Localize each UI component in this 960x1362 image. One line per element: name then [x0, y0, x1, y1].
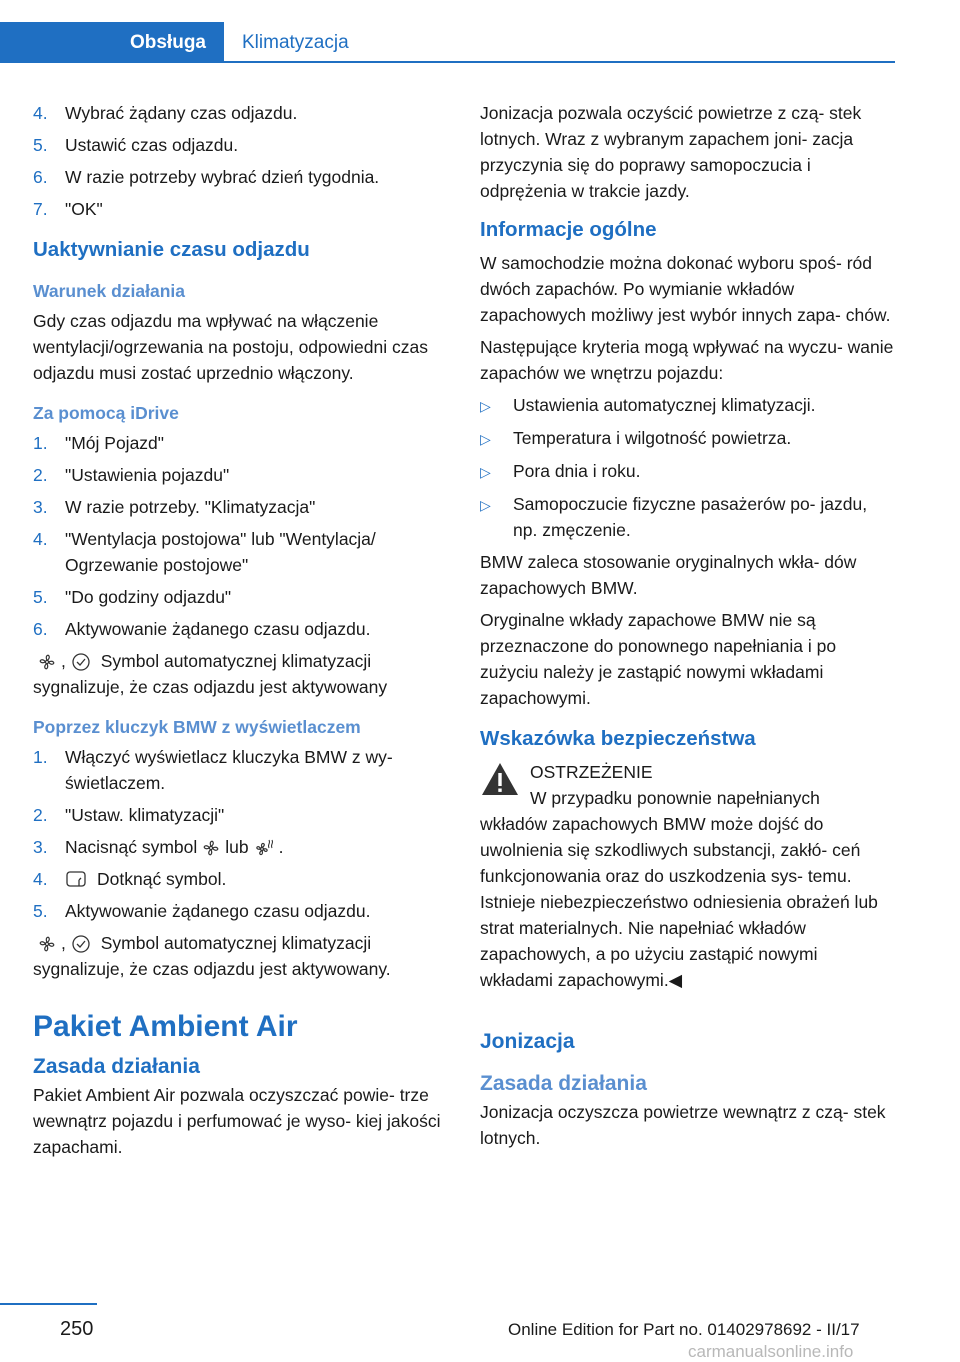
bullet-text: Ustawienia automatycznej klimatyzacji. — [513, 395, 816, 415]
subheading-idrive: Za pomocą iDrive — [33, 403, 179, 423]
list-item — [33, 584, 443, 610]
paragraph-bmw-recommends: BMW zaleca stosowanie oryginalnych wkła- dów zapachowych BMW. — [480, 552, 857, 598]
step-number: 3. — [33, 837, 48, 857]
step-text: Aktywowanie żądanego czasu odjazdu. — [65, 619, 371, 639]
list-item — [480, 458, 894, 485]
list-item — [33, 898, 443, 924]
list-item — [33, 100, 443, 126]
step-number: 6. — [33, 619, 48, 639]
list-item — [480, 491, 894, 543]
step-text: Ustawić czas odjazdu. — [65, 135, 239, 155]
step-number: 1. — [33, 747, 48, 767]
step-text: "Wentylacja postojowa" lub "Wentylacja/ Ogrzewanie postojowe" — [65, 529, 376, 575]
step-number: 4. — [33, 529, 48, 549]
tab-label: Obsługa — [129, 31, 206, 53]
list-item — [33, 164, 443, 190]
steps-idrive-list — [33, 430, 443, 642]
warning-triangle-icon — [480, 761, 520, 802]
steps-key-list — [33, 744, 443, 924]
paragraph-general-info-1: W samochodzie można dokonać wyboru spoś- ród dwóch zapachów. Po wymianie wkładów zapachowych możliwy jest wybór innych zapa- chów. — [480, 253, 891, 325]
watermark: carmanualsonline.info — [688, 1342, 854, 1361]
bullet-icon: ▷ — [480, 431, 491, 447]
step-text: "OK" — [65, 199, 103, 219]
warning-text-rest: wkładów zapachowych BMW może dojść do uwolnienia się szkodliwych substancji, zakłó- ceń funkcjonowania oraz do uszkodzenia sys- temu. Istnieje niebezpieczeństwo odniesienia obrażeń lub strat materialnych. Nie napełniać wkładów zapachowych, a po użyciu zastąpić nowymi wkładami zapachowymi.◀ — [480, 814, 878, 990]
step-text-b: lub — [225, 837, 249, 857]
subheading-principle: Zasada działania — [33, 1055, 200, 1078]
step-number: 2. — [33, 465, 48, 485]
fan-heat-icon — [253, 838, 275, 858]
tab-label: Klimatyzacja — [242, 31, 349, 53]
paragraph-original-cartridges: Oryginalne wkłady zapachowe BMW nie są przeznaczone do ponownego napełniania i po zużyciu należy je zastąpić nowymi wkładami zapachowymi. — [480, 610, 837, 708]
list-item — [33, 866, 443, 892]
list-item — [33, 462, 443, 488]
warning-text — [480, 785, 894, 993]
warning-title: OSTRZEŻENIE — [530, 762, 653, 782]
clock-icon — [70, 933, 92, 955]
touch-symbol-icon — [65, 870, 89, 890]
heading-general-info: Informacje ogólne — [480, 218, 657, 241]
step-number: 3. — [33, 497, 48, 517]
fan-icon — [201, 838, 221, 858]
page-number: 250 — [60, 1318, 94, 1340]
edition-note: Online Edition for Part no. 01402978692 - II/17 — [508, 1320, 860, 1339]
step-number: 5. — [33, 587, 48, 607]
clock-icon — [70, 651, 92, 673]
left-column — [33, 100, 443, 1166]
step-text: Włączyć wyświetlacz kluczyka BMW z wy- świetlaczem. — [65, 747, 393, 793]
step-text: "Do godziny odjazdu" — [65, 587, 232, 607]
step-text-a: Nacisnąć symbol — [65, 837, 198, 857]
symbol-note-1 — [33, 648, 443, 700]
heading-ambient-air: Pakiet Ambient Air — [33, 1010, 298, 1043]
steps-top-list — [33, 100, 443, 222]
list-item — [33, 196, 443, 222]
bullet-icon: ▷ — [480, 497, 491, 513]
warning-text-first-line: W przypadku ponownie napełnianych — [530, 788, 820, 808]
fan-icon — [37, 652, 57, 672]
symbol-note-text-b: sygnalizuje, że czas odjazdu jest aktywowany — [33, 677, 388, 697]
fan-icon — [37, 934, 57, 954]
step-text: Aktywowanie żądanego czasu odjazdu. — [65, 901, 371, 921]
step-number: 2. — [33, 805, 48, 825]
list-item — [480, 392, 894, 419]
subheading-key-display: Poprzez kluczyk BMW z wyświetlaczem — [33, 717, 361, 737]
paragraph-general-info-2: Następujące kryteria mogą wpływać na wyczu- wanie zapachów we wnętrzu pojazdu: — [480, 337, 894, 383]
bullet-icon: ▷ — [480, 464, 491, 480]
right-column — [480, 100, 894, 1157]
section-tab-klimatyzacja — [242, 22, 349, 63]
warning-box — [480, 759, 894, 993]
list-item — [33, 834, 443, 860]
step-text: W razie potrzeby wybrać dzień tygodnia. — [65, 167, 380, 187]
heading-activate-departure: Uaktywnianie czasu odjazdu — [33, 238, 310, 261]
step-number: 4. — [33, 103, 48, 123]
heading-safety-note: Wskazówka bezpieczeństwa — [480, 727, 756, 750]
symbol-note-2 — [33, 930, 443, 982]
step-text — [65, 834, 443, 860]
step-text — [65, 866, 443, 892]
symbol-note-text-a: Symbol automatycznej klimatyzacji — [100, 933, 372, 953]
paragraph-condition: Gdy czas odjazdu ma wpływać na włączenie wentylacji/ogrzewania na postoju, odpowiedni czas odjazdu musi zostać uprzednio włączony. — [33, 311, 428, 383]
step-text-a: Dotknąć symbol. — [97, 869, 227, 889]
step-text-c: . — [278, 837, 284, 857]
subheading-principle-ionization: Zasada działania — [480, 1072, 647, 1095]
section-tab-obsluga — [0, 22, 224, 63]
list-item — [33, 494, 443, 520]
heading-ionization: Jonizacja — [480, 1030, 575, 1053]
list-item — [33, 526, 443, 578]
paragraph-ambient-air: Pakiet Ambient Air pozwala oczyszczać powie- trze wewnątrz pojazdu i perfumować je wyso- kiej jakości zapachami. — [33, 1085, 441, 1157]
header-rule — [0, 61, 895, 63]
footer-rule — [0, 1303, 97, 1305]
step-number: 5. — [33, 901, 48, 921]
subheading-condition: Warunek działania — [33, 281, 186, 301]
list-item — [33, 430, 443, 456]
step-number: 1. — [33, 433, 48, 453]
list-item — [33, 802, 443, 828]
paragraph-ionization-intro: Jonizacja pozwala oczyścić powietrze z czą- stek lotnych. Wraz z wybranym zapachem joni- zacja przyczynia się do poprawy samopoczucia i odprężenia w trakcie jazdy. — [480, 103, 862, 201]
step-text: "Ustaw. klimatyzacji" — [65, 805, 225, 825]
step-text: "Ustawienia pojazdu" — [65, 465, 230, 485]
paragraph-ionization: Jonizacja oczyszcza powietrze wewnątrz z czą- stek lotnych. — [480, 1102, 886, 1148]
step-number: 5. — [33, 135, 48, 155]
step-number: 6. — [33, 167, 48, 187]
bullet-text: Pora dnia i roku. — [513, 461, 641, 481]
bullet-text: Temperatura i wilgotność powietrza. — [513, 428, 792, 448]
list-item — [33, 132, 443, 158]
list-item — [480, 425, 894, 452]
step-text: Wybrać żądany czas odjazdu. — [65, 103, 298, 123]
symbol-note-text-a: Symbol automatycznej klimatyzacji — [100, 651, 372, 671]
symbol-note-text-b: sygnalizuje, że czas odjazdu jest aktywowany. — [33, 959, 391, 979]
bullet-icon: ▷ — [480, 398, 491, 414]
separator: , — [61, 651, 66, 671]
step-number: 4. — [33, 869, 48, 889]
bullet-text: Samopoczucie fizyczne pasażerów po- jazdu, np. zmęczenie. — [513, 494, 868, 540]
list-item — [33, 616, 443, 642]
step-text: W razie potrzeby. "Klimatyzacja" — [65, 497, 316, 517]
step-text: "Mój Pojazd" — [65, 433, 164, 453]
separator: , — [61, 933, 66, 953]
list-item — [33, 744, 443, 796]
step-number: 7. — [33, 199, 48, 219]
criteria-list — [480, 392, 894, 543]
